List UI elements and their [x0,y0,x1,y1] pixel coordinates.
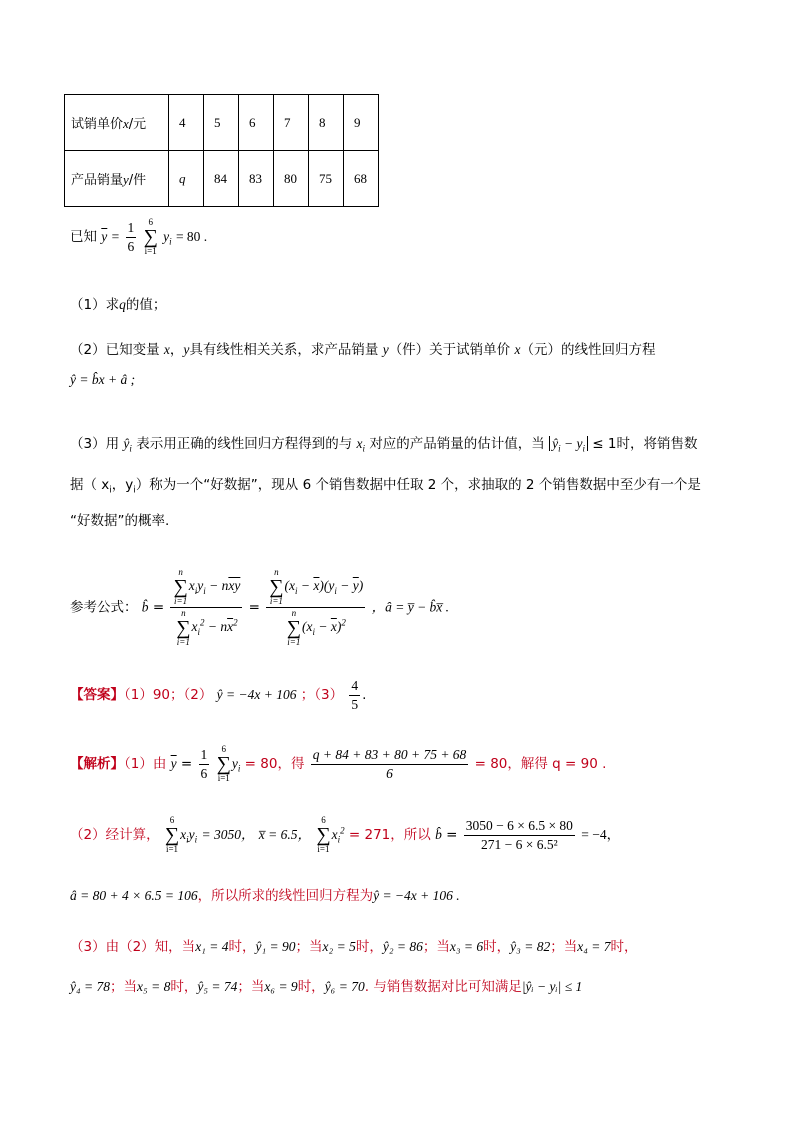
table-row-sales [65,151,379,207]
sum-top: n [274,567,279,577]
table-cell: 5 [204,95,239,151]
sum-bottom: i=1 [269,596,283,606]
p3-seg: x₂ = 5 [322,939,356,954]
frac-den: 6 [127,238,135,254]
frac-num: 1 [126,220,137,238]
sum-symbol [173,568,187,606]
b-hat: b̂ [435,827,442,842]
sigma-glyph: ∑ [164,824,180,846]
sum-top: n [178,567,183,577]
price-label: 试销单价 [71,117,124,132]
sum-bottom: i=1 [317,844,330,854]
row-header-sales [65,151,169,207]
q2-text-d: （元）的线性回归方程 [520,342,656,358]
sales-table [64,94,379,207]
table-cell: 84 [204,151,239,207]
p3-seg: 时， [355,939,383,955]
q3-text-d: ≤ 1时，将销售数 [592,436,698,452]
analysis-bracket: 【解析】 [70,756,124,772]
y-bar: $\overline{y}$ [101,229,108,244]
b-hat: b̂ [141,599,149,615]
answer-fraction [349,678,360,712]
analysis-part-3-line-1 [70,935,638,955]
sum-top: 6 [321,815,326,825]
frac-num: 4 [349,678,360,696]
ref1-num: n ∑ $i=1x_iy_i - n\overline{xy}$ [170,568,242,608]
analysis-part-2-line-2 [70,884,460,904]
analysis-part-1: 【解析】（1）由 $\overline{y}$ = $\frac{1}{6}$ 6 ∑ $i=1y_i = 80$，得 $\frac{q + 84 + 83 + 80 + 75 + 68}{6}$ = 80，解得 q = 90 . [70,744,607,783]
q1-text-a: （1）求 [70,297,120,313]
sum-bottom: i=1 [176,637,190,647]
question-2: （2）已知变量 x，y具有线性相关关系，求产品销量 y（件）关于试销单价 x（元）的线性回归方程 [70,342,656,358]
q3-line2-c: ）称为一个“好数据”，现从 6 个销售数据中任取 2 个，求抽取的 2 个销售数据中至少有一个是 [135,477,701,493]
row-header-price [65,95,169,151]
analysis-p2-xy: = 3050， [201,827,255,842]
sum-symbol [165,816,179,854]
table-cell: 8 [309,95,344,151]
sigma-glyph: ∑ [143,226,158,248]
sum-top: n [181,608,186,618]
p3-seg: ŷ₂ = 86 [382,939,423,954]
analysis-p2-line2-c: ŷ = −4x + 106 . [373,888,460,903]
table-cell: 7 [274,95,309,151]
answer-line [70,678,366,712]
abs-diff: $ŷ_i - y_i$ [549,436,588,451]
table-cell: q [169,151,204,207]
analysis-p2-line2-b: ，所以所求的线性回归方程为 [197,888,374,904]
reference-frac-2 [266,568,365,647]
sum-top: 6 [169,815,175,825]
p3-seg: ŷ₅ = 74 [197,979,238,994]
sum-bottom: i=1 [165,844,179,854]
table-cell: 75 [309,151,344,207]
sum-symbol [144,218,158,256]
p3-seg: 时， [610,939,638,955]
sigma-glyph: ∑ [173,576,188,598]
analysis-p1a: （1）由 [124,756,167,772]
frac-den: 6 [200,765,208,781]
sum-top: 6 [221,744,226,754]
q2-text-a: （2）已知变量 [70,342,160,358]
x2-term: $x_i^2$ [331,825,345,845]
table-row-price [65,95,379,151]
question-3-line-2: 据（ $x_i$，$y_i$）称为一个“好数据”，现从 6 个销售数据中任取 2 个，求抽取的 2 个销售数据中至少有一个是 [70,477,701,496]
sum-symbol [176,609,190,647]
table-cell: 80 [274,151,309,207]
analysis-p1-end: = 80，解得 q = 90 . [474,756,607,772]
p3-seg: ；当 [237,979,265,995]
sum-top: n [291,608,297,618]
y-i: $y_i$ [163,229,172,247]
xy-term: $x_iy_i$ [180,827,198,845]
question-3-line-1 [70,432,698,454]
sales-unit: /件 [128,173,147,188]
reference-frac-1 [170,568,242,647]
table-cell: 6 [239,95,274,151]
p3-seg: 时， [297,979,325,995]
frac-num: q + 84 + 83 + 80 + 75 + 68 [311,747,469,765]
ref2-den: n ∑ $i=1(x_i - \overline{x})^2$ [286,608,346,647]
frac-den: 271 − 6 × 6.5² [481,836,558,852]
frac-1-6 [199,747,210,781]
p3-seg: ；当 [550,939,578,955]
reference-label: 参考公式： [70,599,138,616]
q3-line2-a: 据（ x [70,477,110,493]
p3-seg: x₄ = 7 [577,939,611,954]
table-cell: 68 [344,151,379,207]
p3-seg: （3）由（2）知，当 [70,939,196,955]
p3-seg: ŷ₃ = 82 [510,939,551,954]
reference-a-formula: ，â = y̅ − b̂x̅ . [371,599,450,615]
known-condition [70,218,207,256]
analysis-p1-frac [311,747,469,781]
analysis-p2-end: = −4， [581,827,621,842]
q2-text-b: 具有线性相关关系，求产品销量 [189,342,379,358]
equals-sign: = [111,229,120,244]
p3-seg: ；当 [110,979,138,995]
p3-seg: x₆ = 9 [264,979,298,994]
question-1 [70,293,166,313]
known-prefix: 已知 [70,229,97,245]
analysis-p2-line2-a: â = 80 + 4 × 6.5 = 106 [70,888,198,903]
answer-p3: ；（3） [300,687,344,704]
sum-bottom: i=1 [144,246,157,256]
p3-seg: 时， [483,939,511,955]
sigma-glyph: ∑ [316,824,331,846]
p3-seg: 时， [228,939,256,955]
y-i: $y_i$ [231,756,241,774]
p3-seg: |ŷᵢ − yᵢ| ≤ 1 [521,979,583,994]
analysis-part-3-line-2 [70,975,582,995]
table-cell: 9 [344,95,379,151]
sigma-glyph: ∑ [216,753,231,775]
var-x2: x [514,342,521,357]
sum-bottom: i=1 [174,596,188,606]
known-fraction [126,220,137,254]
price-var: x [123,116,129,131]
sales-var: y [123,172,129,187]
q3-line2-b: ，y [111,477,134,493]
q2-formula: ŷ = b̂x + â ; [70,372,136,387]
price-unit: /元 [128,117,147,132]
p3-seg: ；当 [422,939,450,955]
frac-den: 5 [351,696,359,712]
sigma-glyph: ∑ [286,617,301,639]
p3-seg: x₅ = 8 [137,979,171,994]
p3-seg: . 与销售数据对比可知满足 [364,979,522,995]
p3-seg: x₁ = 4 [195,939,229,954]
p3-seg: ；当 [295,939,323,955]
answer-eq: ŷ = −4x + 106 [216,687,297,703]
analysis-part-2: （2）经计算， 6 ∑ $i=1x_iy_i = 3050$， x̅ = 6.5， 6 ∑ $i=1x_i^2 = 271$，所以 b̂ = $\frac{3050 - 6 \times 6.5 \times 80}{\text{271 − 6 × 6.5²}}$ = −4， [70,815,621,854]
q3-text-c: 对应的产品销量的估计值，当 [369,436,545,452]
q3-text-b: 表示用正确的线性回归方程得到的与 [136,436,353,452]
sigma-glyph: ∑ [176,617,191,639]
y-hat-i: $ŷ_i$ [123,436,132,454]
frac-den: 6 [386,765,393,781]
sum-top: 6 [148,217,153,227]
frac-num: 1 [199,747,210,765]
sigma-glyph: ∑ [269,576,284,598]
sum-symbol [217,745,231,783]
q1-text-b: 的值； [125,297,167,313]
sum-bottom: i=1 [217,773,230,783]
var-y: y [183,342,190,357]
sum-symbol [316,816,330,854]
p3-seg: 时， [170,979,198,995]
q3-text-a: （3）用 [70,436,120,452]
answer-end: . [362,687,367,704]
reference-formula: 参考公式： b̂ = n ∑ $i=1x_iy_i - n\overline{xy}$ n ∑ $i=1x_i^2 - n\overline{x}^2$ = n ∑ $i=1(x_i - \overline{x})(y_i - \overline{y})$ n ∑ $i=1(x_i - \overline{x})^2$ ，â = y̅ − b̂x̅ . [70,567,450,647]
sum-symbol [287,609,301,647]
analysis-p2-xbar: x̅ = 6.5， [258,827,312,842]
known-result: = 80 . [175,229,208,244]
sum-symbol [269,568,283,606]
q2-text-c: （件）关于试销单价 [388,342,511,358]
ref1-den: n ∑ $i=1x_i^2 - n\overline{x}^2$ [176,608,238,647]
sum-bottom: i=1 [287,637,301,647]
x-i: $x_i$ [356,436,366,454]
var-y2: y [382,342,389,357]
question-3-line-3: “好数据”的概率. [70,513,170,529]
analysis-p2-frac [464,818,575,852]
table-cell: 4 [169,95,204,151]
y-bar: $\overline{y}$ [170,756,177,771]
sales-label: 产品销量 [71,173,124,188]
p3-seg: ŷ₄ = 78 [70,979,111,994]
table-cell: 83 [239,151,274,207]
analysis-p1-eq: = 80，得 [244,756,305,772]
p3-seg: ŷ₆ = 70 [324,979,365,994]
p3-seg: ŷ₁ = 90 [255,939,296,954]
var-x: x [163,342,170,357]
answer-bracket: 【答案】 [70,687,124,704]
q1-var: q [119,297,126,312]
ref2-num: n ∑ $i=1(x_i - \overline{x})(y_i - \overline{y})$ [266,568,365,608]
analysis-p2-x2: = 271，所以 [348,827,431,843]
p3-seg: x₃ = 6 [449,939,484,954]
frac-num: 3050 − 6 × 6.5 × 80 [464,818,575,836]
analysis-p2a: （2）经计算， [70,827,160,843]
answer-p1: （1）90；（2） [124,687,213,704]
